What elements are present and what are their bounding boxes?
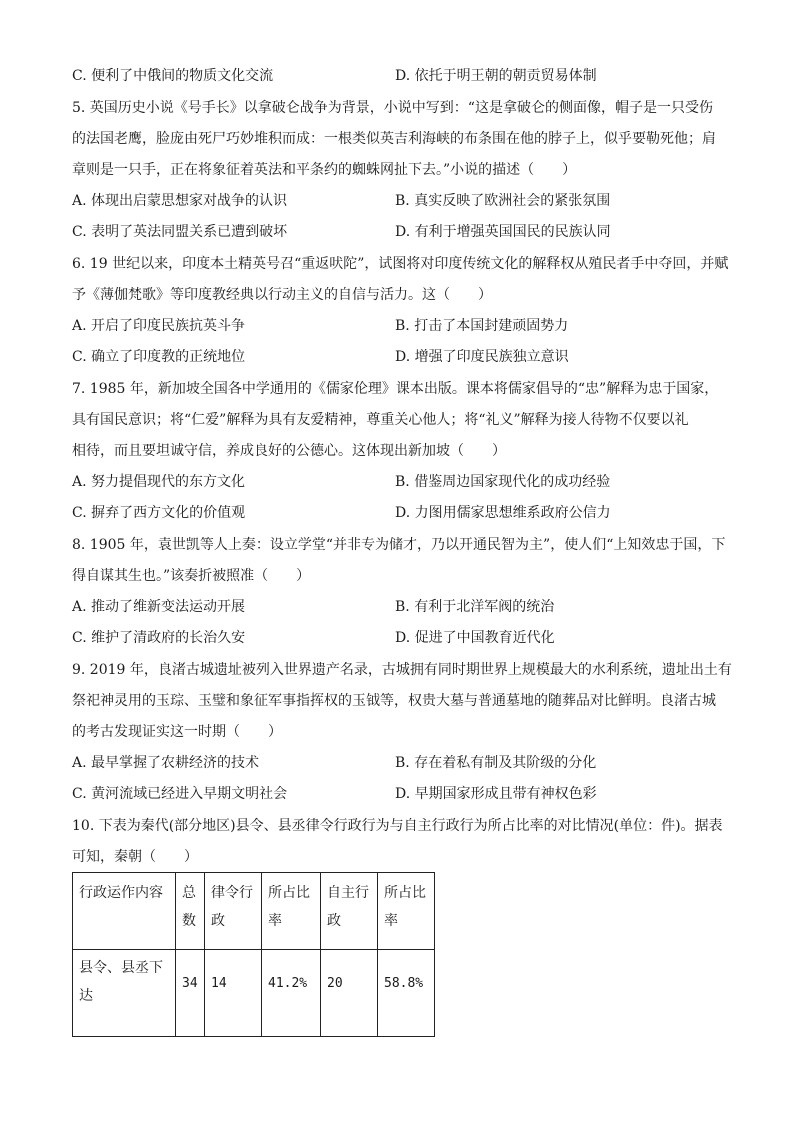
q9-option-b[interactable]: B. 存在着私有制及其阶级的分化 (395, 755, 597, 771)
q5-stem-line-1: 5. 英国历史小说《号手长》以拿破仑战争为背景，小说中写到：“这是拿破仑的侧面像，帽子是一只受伤 (72, 100, 713, 116)
q5-stem-line-2: 的法国老鹰，脸庞由死尸巧妙堆积而成：一根类似英吉利海峡的布条围在他的脖子上，似乎要勒死他；肩 (72, 131, 716, 147)
q4-option-d[interactable]: D. 依托于明王朝的朝贡贸易体制 (395, 68, 597, 84)
q7-stem-line-3: 相待，而且要坦诚守信，养成良好的公德心。这体现出新加坡（ ） (72, 443, 506, 459)
table-row (73, 950, 435, 1037)
table-header-cell: 律令行政 (205, 873, 262, 950)
q7-stem-line-1: 7. 1985 年，新加坡全国各中学通用的《儒家伦理》课本出版。课本将儒家倡导的“忠”解释为忠于国家， (72, 381, 719, 397)
table-header-cell: 自主行政 (321, 873, 378, 950)
q7-option-d[interactable]: D. 力图用儒家思想维系政府公信力 (395, 505, 611, 521)
table-header-row (73, 873, 435, 950)
q6-option-c[interactable]: C. 确立了印度教的正统地位 (72, 349, 246, 365)
q7-stem-line-2: 具有国民意识；将“仁爱”解释为具有友爱精神，尊重关心他人；将“礼义”解释为接人待物不仅要以礼 (72, 412, 689, 428)
q9-stem-line-3: 的考古发现证实这一时期（ ） (72, 724, 282, 740)
table-header-cell: 行政运作内容 (73, 873, 176, 950)
q6-stem-line-2: 予《薄伽梵歌》等印度教经典以行动主义的自信与活力。这（ ） (72, 287, 492, 303)
q7-option-c[interactable]: C. 摒弃了西方文化的价值观 (72, 505, 246, 521)
q8-stem-line-2: 得自谋其生也。”该奏折被照准（ ） (72, 568, 311, 584)
q10-stem-line-1: 10. 下表为秦代(部分地区)县令、县丞律令行政行为与自主行政行为所占比率的对比情况(单位：件)。据表 (72, 818, 723, 834)
table-cell: 14 (205, 950, 262, 1037)
q8-option-c[interactable]: C. 维护了清政府的长治久安 (72, 630, 246, 646)
q5-option-a[interactable]: A. 体现出启蒙思想家对战争的认识 (72, 193, 288, 209)
q6-stem-line-1: 6. 19 世纪以来，印度本土精英号召“重返吠陀”，试图将对印度传统文化的解释权从殖民者手中夺回，并赋 (72, 256, 729, 272)
q9-option-a[interactable]: A. 最早掌握了农耕经济的技术 (72, 755, 260, 771)
q8-option-b[interactable]: B. 有利于北洋军阀的统治 (395, 599, 555, 615)
table-cell: 34 (176, 950, 205, 1037)
table-cell: 县令、县丞下达 (73, 950, 176, 1037)
q9-stem-line-1: 9. 2019 年，良渚古城遗址被列入世界遗产名录，古城拥有同时期世界上规模最大的水利系统，遗址出土有 (72, 662, 732, 678)
q5-option-b[interactable]: B. 真实反映了欧洲社会的紧张氛围 (395, 193, 611, 209)
q9-stem-line-2: 祭祀神灵用的玉琮、玉璧和象征军事指挥权的玉钺等，权贵大墓与普通墓地的随葬品对比鲜明。良渚古城 (72, 693, 716, 709)
q8-option-d[interactable]: D. 促进了中国教育近代化 (395, 630, 555, 646)
q5-stem-line-3: 章则是一只手，正在将象征着英法和平条约的蜘蛛网扯下去。”小说的描述（ ） (72, 162, 577, 178)
q7-option-b[interactable]: B. 借鉴周边国家现代化的成功经验 (395, 474, 611, 490)
q8-stem-line-1: 8. 1905 年，袁世凯等人上奏：设立学堂“并非专为储才，乃以开通民智为主”，使人们“上知效忠于国，下 (72, 537, 726, 553)
q10-data-table (72, 872, 435, 1037)
table-cell: 58.8% (378, 950, 435, 1037)
table-header-cell: 总数 (176, 873, 205, 950)
q9-option-c[interactable]: C. 黄河流域已经进入早期文明社会 (72, 786, 288, 802)
q5-option-c[interactable]: C. 表明了英法同盟关系已遭到破坏 (72, 224, 288, 240)
q7-option-a[interactable]: A. 努力提倡现代的东方文化 (72, 474, 246, 490)
table-cell: 20 (321, 950, 378, 1037)
table-header-cell: 所占比率 (262, 873, 321, 950)
q9-option-d[interactable]: D. 早期国家形成且带有神权色彩 (395, 786, 597, 802)
q6-option-d[interactable]: D. 增强了印度民族独立意识 (395, 349, 569, 365)
q8-option-a[interactable]: A. 推动了维新变法运动开展 (72, 599, 246, 615)
q6-option-b[interactable]: B. 打击了本国封建顽固势力 (395, 318, 569, 334)
q6-option-a[interactable]: A. 开启了印度民族抗英斗争 (72, 318, 246, 334)
q10-stem-line-2: 可知，秦朝（ ） (72, 849, 198, 865)
table-cell: 41.2% (262, 950, 321, 1037)
table-header-cell: 所占比率 (378, 873, 435, 950)
q5-option-d[interactable]: D. 有利于增强英国国民的民族认同 (395, 224, 611, 240)
q4-option-c[interactable]: C. 便利了中俄间的物质文化交流 (72, 68, 274, 84)
